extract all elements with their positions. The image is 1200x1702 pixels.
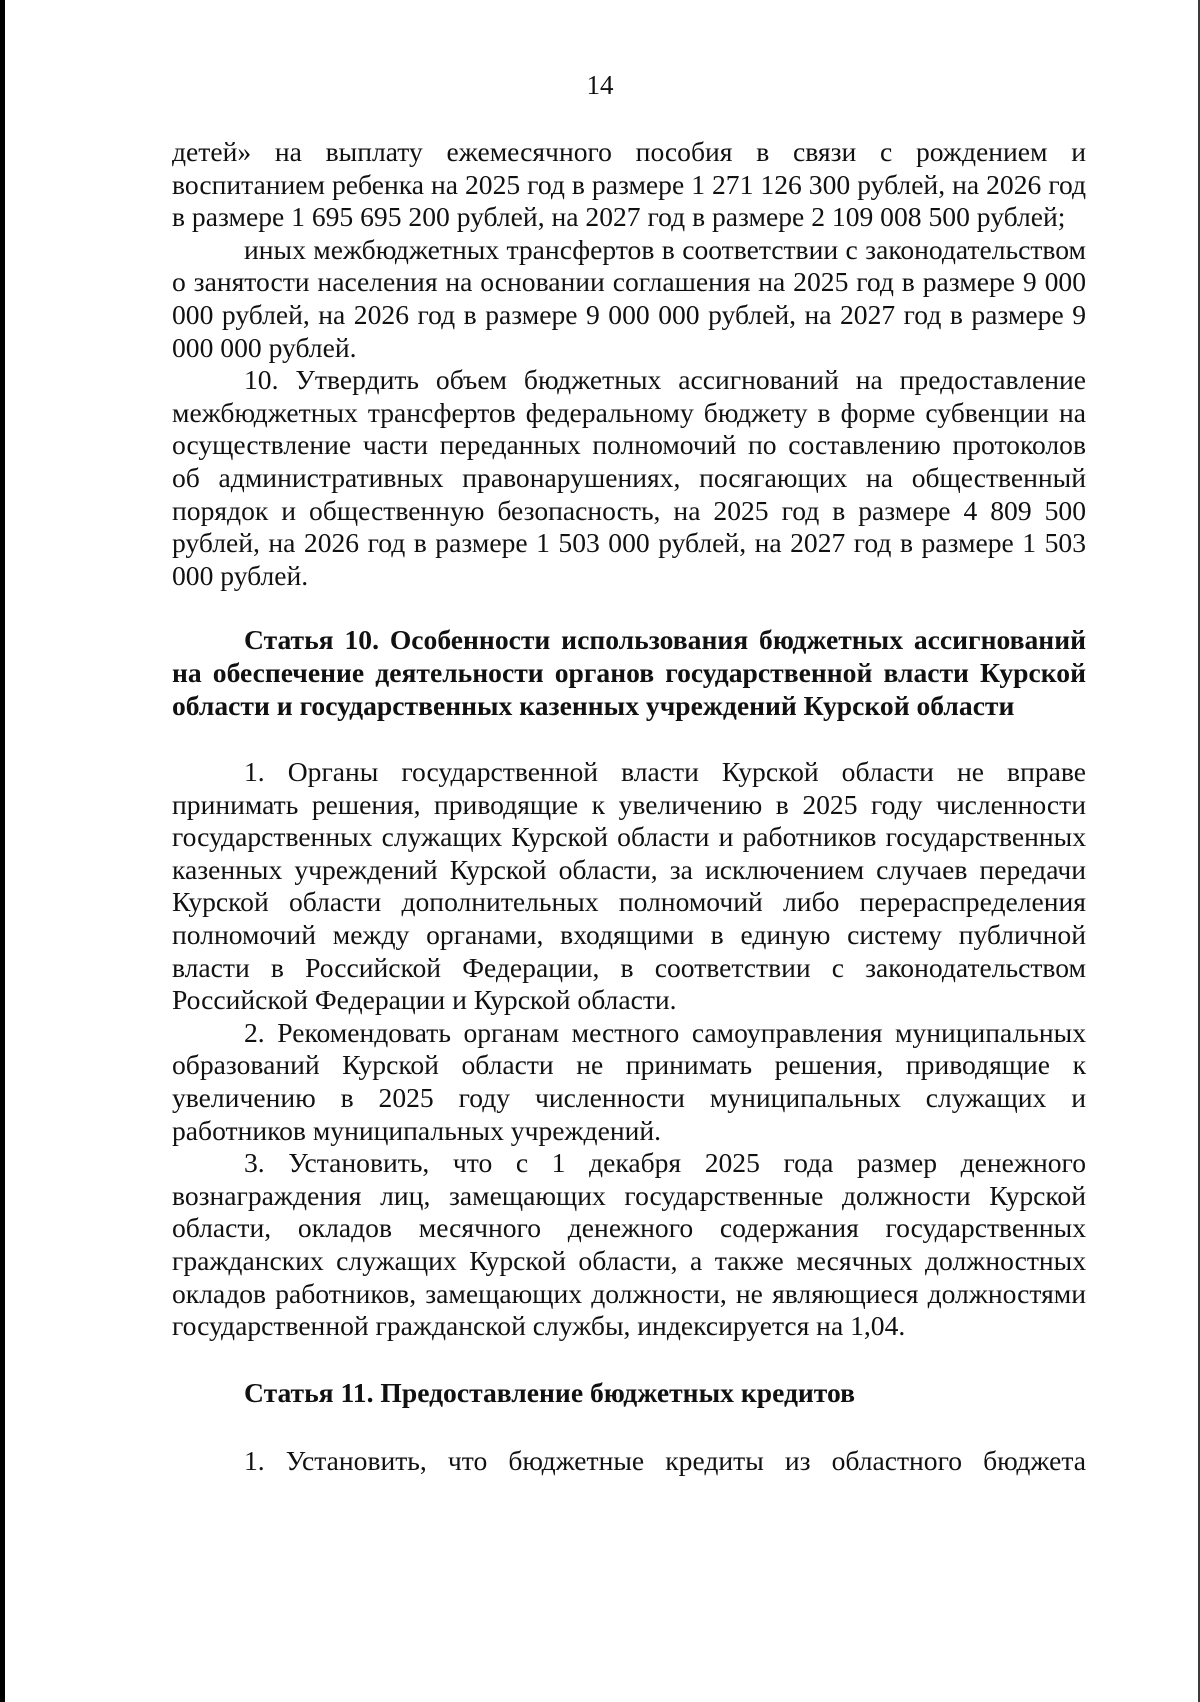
paragraph-employment-transfers: иных межбюджетных трансфертов в соответствии с законодательством о занятости населения на основании соглашения на 2025 год в размере 9 000 000 рублей, на 2026 год в размере 9 000 000 рублей, на 2027 год в размере 9 000 000 рублей. — [172, 233, 1086, 363]
paragraph-federal-subvention: 10. Утвердить объем бюджетных ассигнований на предоставление межбюджетных трансфертов федеральному бюджету в форме субвенции на осуществление части переданных полномочий по составлению протоколов об административных правонарушениях, посягающих на общественный порядок и общественную безопасность, на 2025 год в размере 4 809 500 рублей, на 2026 год в размере 1 503 000 рублей, на 2027 год в размере 1 503 000 рублей. — [172, 364, 1086, 591]
article-10-item-2: 2. Рекомендовать органам местного самоуправления муниципальных образований Курской области не принимать решения, приводящие к увеличению в 2025 году численности муниципальных служащих и работников муниципальных учреждений. — [172, 1016, 1086, 1146]
document-body — [172, 136, 1086, 1478]
paragraph-allowance-continuation: детей» на выплату ежемесячного пособия в связи с рождением и воспитанием ребенка на 2025 год в размере 1 271 126 300 рублей, на 2026 год в размере 1 695 695 200 рублей, на 2027 год в размере 2 109 008 500 рублей; — [172, 136, 1086, 233]
article-11-heading: Статья 11. Предоставление бюджетных кредитов — [244, 1376, 856, 1408]
article-10-heading: Статья 10. Особенности использования бюджетных ассигнований на обеспечение деятельности органов государственной власти Курской области и государственных казенных учреждений Курской области — [172, 624, 1086, 721]
article-11-item-1: 1. Установить, что бюджетные кредиты из областного бюджета — [244, 1445, 1086, 1477]
article-10-item-3: 3. Установить, что с 1 декабря 2025 года размер денежного вознаграждения лиц, замещающих государственные должности Курской области, окладов месячного денежного содержания государственных гражданских служащих Курской области, а также месячных должностных окладов работников, замещающих должности, не являющиеся должностями государственной гражданской службы, индексируется на 1,04. — [172, 1147, 1086, 1342]
scan-left-edge — [0, 0, 5, 1702]
page-number: 14 — [586, 70, 614, 100]
article-10-item-1: 1. Органы государственной власти Курской области не вправе принимать решения, приводящие к увеличению в 2025 году численности государственных служащих Курской области и работников государственных казенных учреждений Курской области, за исключением случаев передачи Курской области дополнительных полномочий либо перераспределения полномочий между органами, входящими в единую систему публичной власти в Российской Федерации, в соответствии с законодательством Российской Федерации и Курской области. — [172, 756, 1086, 1016]
